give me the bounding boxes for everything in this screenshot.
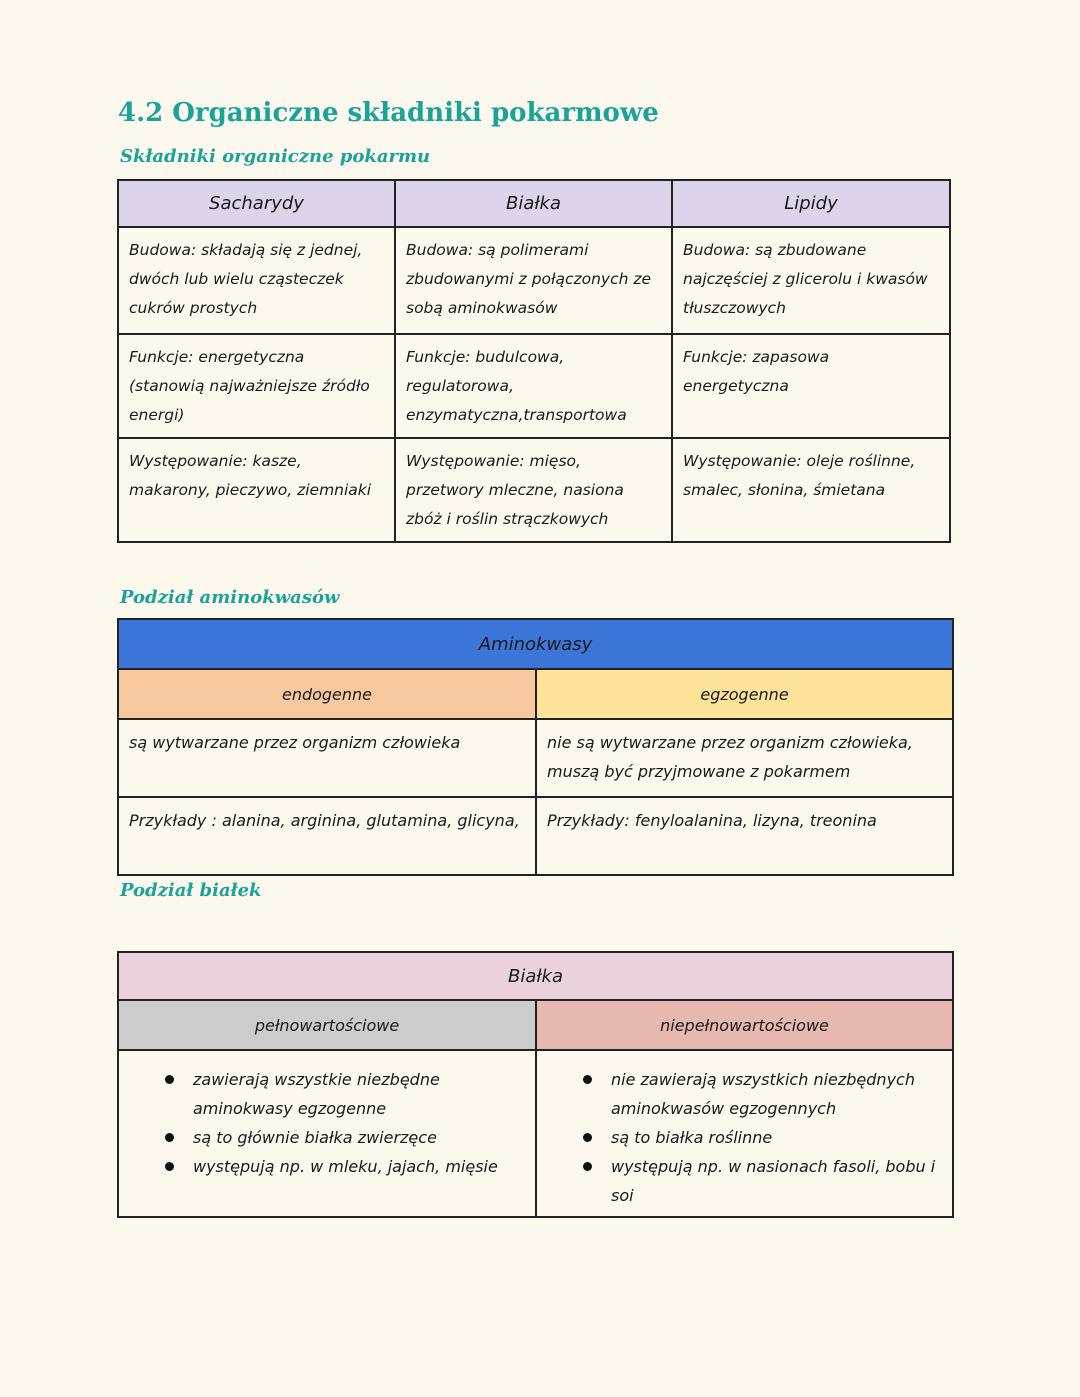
- amino-acids-table: [117, 618, 954, 876]
- list-item: występują np. w nasionach fasoli, bobu i soi: [547, 1152, 942, 1210]
- table-cell: [118, 1050, 536, 1217]
- table-row-wystepowanie: [118, 438, 950, 542]
- list-item: są to głównie białka zwierzęce: [129, 1123, 525, 1152]
- table-cell: Przykłady: fenyloalanina, lizyna, treonina: [536, 797, 953, 875]
- table-cell: Budowa: są polimerami zbudowanymi z połączonych ze sobą aminokwasów: [395, 227, 672, 334]
- table-cell: Występowanie: kasze, makarony, pieczywo, ziemniaki: [118, 438, 395, 542]
- table-cell: Funkcje: zapasowa energetyczna: [672, 334, 950, 438]
- list-item: zawierają wszystkie niezbędne aminokwasy egzogenne: [129, 1065, 525, 1123]
- column-header-egzogenne: egzogenne: [536, 669, 953, 719]
- column-header-endogenne: endogenne: [118, 669, 536, 719]
- table-row-budowa: [118, 227, 950, 334]
- table-cell: Funkcje: budulcowa, regulatorowa, enzymatyczna,transportowa: [395, 334, 672, 438]
- list-item: nie zawierają wszystkich niezbędnych aminokwasów egzogennych: [547, 1065, 942, 1123]
- column-header-sacharydy: Sacharydy: [118, 180, 395, 227]
- proteins-table: [117, 951, 954, 1218]
- column-header-lipidy: Lipidy: [672, 180, 950, 227]
- table-cell: Przykłady : alanina, arginina, glutamina, glicyna,: [118, 797, 536, 875]
- table-cell: Budowa: składają się z jednej, dwóch lub wielu cząsteczek cukrów prostych: [118, 227, 395, 334]
- table-row: [118, 1050, 953, 1217]
- list-item: występują np. w mleku, jajach, mięsie: [129, 1152, 525, 1181]
- section-heading-proteins: Podział białek: [120, 880, 262, 901]
- proteins-table-title: Białka: [118, 952, 953, 1000]
- table-cell: są wytwarzane przez organizm człowieka: [118, 719, 536, 797]
- table-row: [118, 797, 953, 875]
- table-cell: [536, 1050, 953, 1217]
- column-header-niepelnowartosciowe: niepełnowartościowe: [536, 1000, 953, 1050]
- column-header-pelnowartosciowe: pełnowartościowe: [118, 1000, 536, 1050]
- page-title: 4.2 Organiczne składniki pokarmowe: [118, 98, 659, 128]
- table-cell: Występowanie: oleje roślinne, smalec, słonina, śmietana: [672, 438, 950, 542]
- table-cell: nie są wytwarzane przez organizm człowieka, muszą być przyjmowane z pokarmem: [536, 719, 953, 797]
- bullet-list: [129, 1065, 525, 1187]
- section-heading-nutrients: Składniki organiczne pokarmu: [120, 146, 431, 167]
- nutrients-table: [117, 179, 951, 543]
- table-cell: Funkcje: energetyczna (stanowią najważniejsze źródło energi): [118, 334, 395, 438]
- amino-table-title: Aminokwasy: [118, 619, 953, 669]
- table-row: [118, 719, 953, 797]
- table-header-row: [118, 180, 950, 227]
- list-item: są to białka roślinne: [547, 1123, 942, 1152]
- section-heading-amino: Podział aminokwasów: [120, 587, 340, 608]
- table-cell: Występowanie: mięso, przetwory mleczne, nasiona zbóż i roślin strączkowych: [395, 438, 672, 542]
- table-row-funkcje: [118, 334, 950, 438]
- bullet-list: [547, 1065, 942, 1216]
- column-header-bialka: Białka: [395, 180, 672, 227]
- table-cell: Budowa: są zbudowane najczęściej z glicerolu i kwasów tłuszczowych: [672, 227, 950, 334]
